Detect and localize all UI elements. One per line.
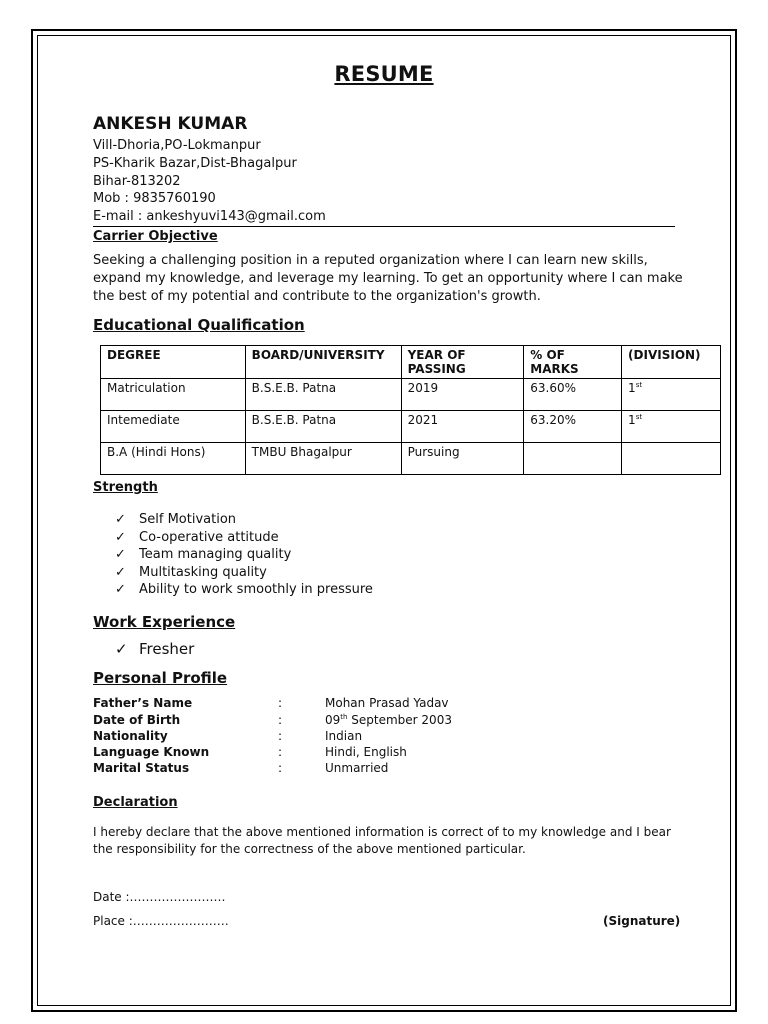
profile-colon: : [278, 696, 283, 710]
profile-heading: Personal Profile [93, 669, 228, 687]
date-line: Date :…………………… [93, 890, 226, 904]
strength-item: Ability to work smoothly in pressure [139, 582, 373, 597]
table-row [101, 443, 721, 475]
profile-label: Marital Status [93, 761, 190, 775]
table-cell-division [622, 411, 721, 443]
table-cell-year: 2019 [401, 379, 524, 411]
table-header-cell: DEGREE [101, 346, 246, 379]
strength-item: Multitasking quality [139, 564, 267, 580]
table-cell-marks [524, 443, 622, 475]
profile-value: Mohan Prasad Yadav [325, 696, 449, 710]
profile-colon: : [278, 713, 283, 727]
profile-colon: : [278, 729, 283, 743]
check-mark-icon: ✓ [115, 512, 126, 527]
table-header-cell: % OF MARKS [524, 346, 622, 379]
header-divider [93, 226, 675, 227]
list-item [115, 564, 373, 582]
table-cell-board: B.S.E.B. Patna [245, 411, 401, 443]
division-suffix: st [635, 381, 643, 389]
work-item-label: Fresher [139, 640, 195, 658]
strength-item: Co-operative attitude [139, 529, 279, 545]
declaration-heading: Declaration [93, 795, 178, 810]
check-mark-icon: ✓ [115, 564, 126, 580]
applicant-name: ANKESH KUMAR [93, 114, 248, 134]
profile-label: Language Known [93, 745, 210, 759]
mobile-line: Mob : 9835760190 [93, 191, 216, 206]
check-mark-icon: ✓ [115, 640, 128, 658]
table-cell-marks: 63.60% [524, 379, 622, 411]
table-header-cell: BOARD/UNIVERSITY [245, 346, 401, 379]
objective-heading: Carrier Objective [93, 229, 218, 244]
table-header-cell: (DIVISION) [622, 346, 721, 379]
check-mark-icon: ✓ [115, 547, 126, 562]
table-header-cell: YEAR OF PASSING [401, 346, 524, 379]
email-line: E-mail : ankeshyuvi143@gmail.com [93, 209, 326, 224]
table-cell-year: 2021 [401, 411, 524, 443]
profile-value: Indian [325, 729, 363, 743]
table-cell-division [622, 379, 721, 411]
address-line: Bihar-813202 [93, 174, 181, 189]
dob-day: 09 [325, 713, 341, 727]
list-item [115, 581, 373, 599]
profile-label: Date of Birth [93, 713, 181, 727]
profile-label: Father’s Name [93, 696, 193, 710]
signature-label: (Signature) [603, 914, 681, 928]
work-item [115, 640, 194, 658]
address-line: PS-Kharik Bazar,Dist-Bhagalpur [93, 156, 297, 171]
education-heading: Educational Qualification [93, 316, 305, 334]
education-table [100, 345, 721, 475]
profile-colon: : [278, 761, 283, 775]
table-row [101, 411, 721, 443]
profile-value [325, 713, 452, 727]
table-cell-degree: Matriculation [101, 379, 246, 411]
table-header-row [101, 346, 721, 379]
profile-colon: : [278, 745, 283, 759]
table-cell-board: TMBU Bhagalpur [245, 443, 401, 475]
strength-item: Team managing quality [139, 547, 292, 562]
profile-value: Unmarried [325, 761, 389, 775]
division-value: 1 [628, 381, 636, 395]
check-mark-icon: ✓ [115, 529, 126, 545]
profile-label: Nationality [93, 729, 168, 743]
table-row [101, 379, 721, 411]
division-suffix: st [635, 413, 643, 421]
list-item [115, 511, 373, 529]
table-cell-board: B.S.E.B. Patna [245, 379, 401, 411]
dob-suffix: th [340, 713, 348, 721]
table-cell-degree: Intemediate [101, 411, 246, 443]
list-item [115, 546, 373, 564]
resume-title: RESUME [334, 62, 434, 86]
table-cell-year: Pursuing [401, 443, 524, 475]
profile-value: Hindi, English [325, 745, 407, 759]
division-value: 1 [628, 413, 636, 427]
table-cell-marks: 63.20% [524, 411, 622, 443]
place-line: Place :…………………… [93, 914, 229, 928]
objective-text: Seeking a challenging position in a reputed organization where I can learn new skills, expand my knowledge, and leverage my learning. To get an opportunity where I can make the best of my potential and contribute to the organization's growth. [93, 253, 683, 304]
work-heading: Work Experience [93, 613, 236, 631]
dob-rest: September 2003 [347, 713, 452, 727]
list-item [115, 529, 373, 547]
address-line: Vill-Dhoria,PO-Lokmanpur [93, 138, 261, 153]
strength-list [115, 511, 373, 599]
table-cell-degree: B.A (Hindi Hons) [101, 443, 246, 475]
strength-heading: Strength [93, 480, 158, 495]
check-mark-icon: ✓ [115, 582, 126, 597]
table-cell-division [622, 443, 721, 475]
declaration-text: I hereby declare that the above mentioned information is correct of to my knowledge and I bear the responsibility for the correctness of the above mentioned particular. [93, 825, 671, 856]
strength-item: Self Motivation [139, 512, 237, 527]
